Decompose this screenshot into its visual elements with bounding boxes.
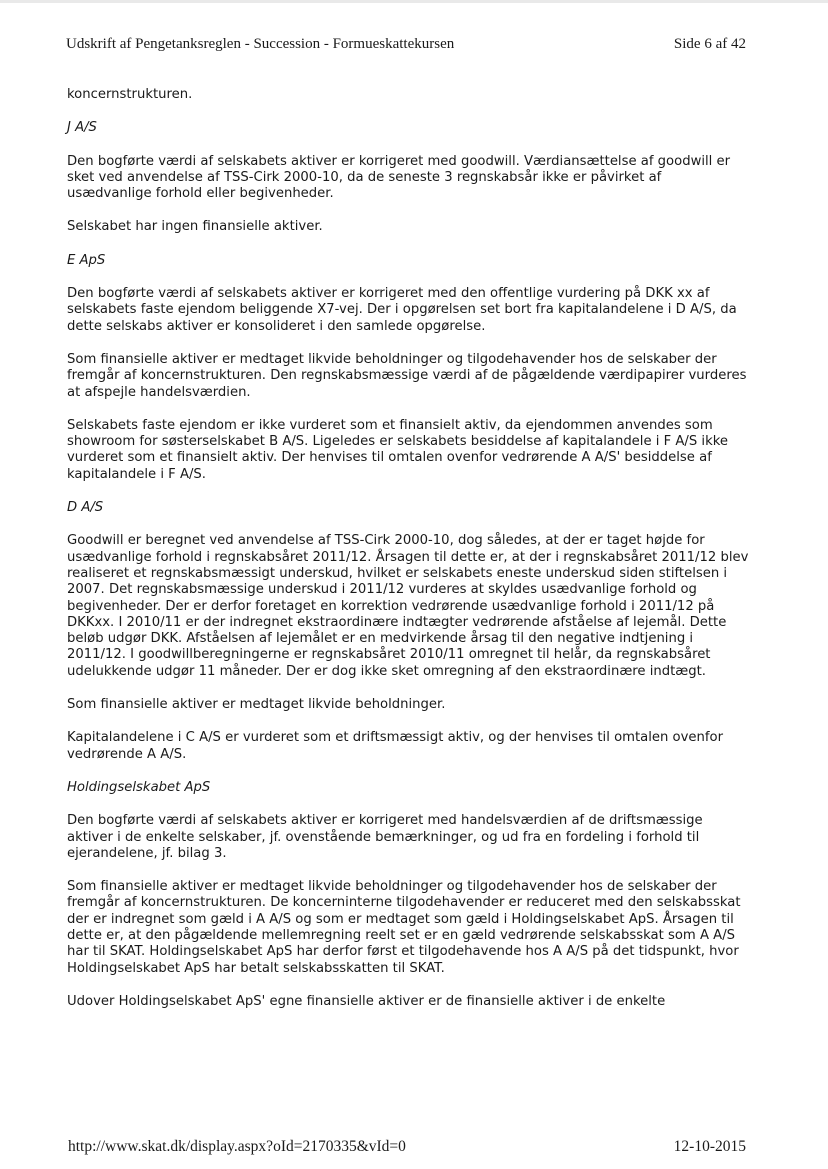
paragraph: Selskabets faste ejendom er ikke vurderet som et finansielt aktiv, da ejendommen anvendes som showroom for søsterselskabet B A/S. Ligeledes er selskabets besiddelse af kapitalandele i F A/S ikke vurderet som et finansielt aktiv. Der henvises til omtalen ovenfor vedrørende A A/S' besiddelse af kapitalandele i F A/S. [67, 417, 729, 482]
paragraph: Som finansielle aktiver er medtaget likvide beholdninger og tilgodehavender hos de selskaber der fremgår af koncernstrukturen. Den regnskabsmæssige værdi af de pågældende værdipapirer vurderes at afspejle handelsværdien. [67, 351, 747, 400]
paragraph: Den bogførte værdi af selskabets aktiver er korrigeret med den offentlige vurdering på DKK xx af selskabets faste ejendom beliggende X7-vej. Der i opgørelsen set bort fra kapitalandelene i D A/S, da dette selskabs aktiver er konsolideret i den samlede opgørelse. [67, 286, 737, 334]
header-page-number: Side 6 af 42 [673, 36, 746, 52]
page-footer [68, 1138, 746, 1156]
document-body [67, 87, 749, 1010]
paragraph: Som finansielle aktiver er medtaget likvide beholdninger. [67, 697, 446, 713]
footer-date: 12-10-2015 [673, 1138, 746, 1155]
paragraph: Den bogførte værdi af selskabets aktiver er korrigeret med handelsværdien af de driftsmæssige aktiver i de enkelte selskaber, jf. ovenstående bemærkninger, og ud fra en fordeling i forhold til ejerandelene, jf. bilag 3. [67, 813, 703, 861]
header-title: Udskrift af Pengetanksreglen - Succession - Formueskattekursen [66, 36, 455, 52]
paragraph: Den bogførte værdi af selskabets aktiver er korrigeret med goodwill. Værdiansættelse af goodwill er sket ved anvendelse af TSS-Cirk 2000-10, da de seneste 3 regnskabsår ikke er påvirket af usædvanlige forhold eller begivenheder. [67, 153, 731, 202]
footer-url: http://www.skat.dk/display.aspx?oId=2170335&vId=0 [68, 1138, 406, 1155]
paragraph: Selskabet har ingen finansielle aktiver. [67, 219, 323, 235]
section-heading-j-as: J A/S [67, 120, 97, 136]
paragraph: Som finansielle aktiver er medtaget likvide beholdninger og tilgodehavender hos de selskaber der fremgår af koncernstrukturen. De koncerninterne tilgodehavender er reduceret med den selskabsskat der er indregnet som gæld i A A/S og som er medtaget som gæld i Holdingselskabet ApS. Årsagen til dette er, at den pågældende mellemregning reelt set er en gæld vedrørende selskabsskat som A A/S har til SKAT. Holdingselskabet ApS har derfor først et tilgodehavende hos A A/S på det tidspunkt, hvor Holdingselskabet ApS har betalt selskabsskatten til SKAT. [67, 879, 741, 976]
paragraph: Goodwill er beregnet ved anvendelse af TSS-Cirk 2000-10, dog således, at der er taget højde for usædvanlige forhold i regnskabsåret 2011/12. Årsagen til dette er, at der i regnskabsåret 2011/12 blev realiseret et regnskabsmæssigt underskud, hvilket er selskabets eneste underskud siden stiftelsen i 2007. Det regnskabsmæssige underskud i 2011/12 vurderes at skyldes usædvanlige forhold og begivenheder. Der er derfor foretaget en korrektion vedrørende usædvanlige forhold i 2011/12 på DKKxx. I 2010/11 er der indregnet ekstraordinære indtægter vedrørende afståelse af lejemål. Dette beløb udgør DKK. Afståelsen af lejemålet er en medvirkende årsag til den negative indtjening i 2011/12. I goodwillberegningerne er regnskabsåret 2010/11 omregnet til helår, da regnskabsåret udelukkende udgør 11 måneder. Der er dog ikke sket omregning af den ekstraordinære indtægt. [67, 533, 749, 679]
section-heading-d-as: D A/S [67, 500, 104, 516]
section-heading-holdingselskabet: Holdingselskabet ApS [67, 779, 211, 795]
section-heading-e-aps: E ApS [67, 252, 106, 268]
paragraph: Udover Holdingselskabet ApS' egne finansielle aktiver er de finansielle aktiver i de enkelte [67, 993, 666, 1009]
page-header [66, 36, 746, 53]
paragraph: koncernstrukturen. [67, 87, 193, 102]
page-top-edge [0, 0, 828, 3]
paragraph: Kapitalandelene i C A/S er vurderet som et driftsmæssigt aktiv, og der henvises til omtalen ovenfor vedrørende A A/S. [67, 730, 724, 762]
